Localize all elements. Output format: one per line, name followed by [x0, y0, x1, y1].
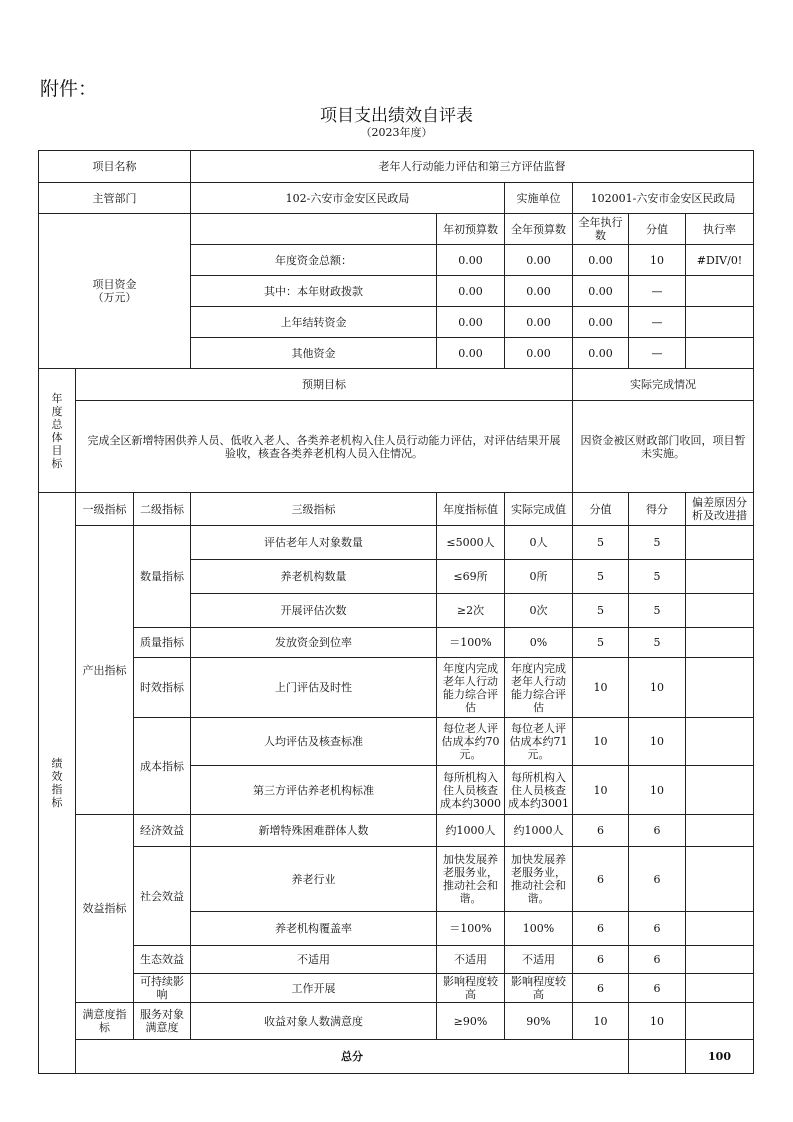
indicator-actual: 年度内完成老年人行动能力综合评估	[505, 658, 573, 718]
indicator-target: ≤5000人	[437, 526, 505, 560]
indicator-target: ≤69所	[437, 560, 505, 594]
indicator-row	[39, 974, 754, 1003]
ind-header-got: 得分	[629, 493, 686, 526]
indicator-score: 10	[573, 658, 629, 718]
impl-label: 实施单位	[505, 183, 573, 214]
indicator-actual: 每所机构入住人员核查成本约3001	[505, 766, 573, 815]
indicator-got: 5	[629, 526, 686, 560]
indicator-name: 收益对象人数满意度	[191, 1003, 437, 1040]
evaluation-table	[38, 150, 754, 1074]
indicator-score: 10	[573, 718, 629, 766]
level2-social: 社会效益	[134, 847, 191, 946]
indicator-actual: 每位老人评估成本约71元。	[505, 718, 573, 766]
funds-row-name: 上年结转资金	[191, 307, 437, 338]
funds-row-annual: 0.00	[505, 307, 573, 338]
level2-cost: 成本指标	[134, 718, 191, 815]
funds-header-initial: 年初预算数	[437, 214, 505, 245]
funds-header-score: 分值	[629, 214, 686, 245]
funds-row-name: 其中：本年财政拨款	[191, 276, 437, 307]
indicator-note	[686, 974, 754, 1003]
indicator-row	[39, 526, 754, 560]
funds-row-score: —	[629, 338, 686, 369]
indicator-score: 6	[573, 912, 629, 946]
level2-ecological: 生态效益	[134, 946, 191, 974]
indicator-actual: 不适用	[505, 946, 573, 974]
indicator-name: 评估老年人对象数量	[191, 526, 437, 560]
funds-row-annual: 0.00	[505, 338, 573, 369]
indicator-row	[39, 815, 754, 847]
indicator-actual: 0人	[505, 526, 573, 560]
indicator-note	[686, 526, 754, 560]
funds-header-executed: 全年执行数	[573, 214, 629, 245]
funds-row-annual: 0.00	[505, 276, 573, 307]
funds-row-rate: #DIV/0!	[686, 245, 754, 276]
funds-row-score: 10	[629, 245, 686, 276]
indicator-actual: 影响程度较高	[505, 974, 573, 1003]
goals-label: 年 度 总 体 目 标	[39, 369, 76, 493]
funds-row-executed: 0.00	[573, 307, 629, 338]
indicator-name: 新增特殊困难群体人数	[191, 815, 437, 847]
indicator-row	[39, 946, 754, 974]
ind-header-target: 年度指标值	[437, 493, 505, 526]
ind-header-level2: 二级指标	[134, 493, 191, 526]
funds-row-executed: 0.00	[573, 276, 629, 307]
indicator-got: 5	[629, 594, 686, 628]
level1-benefit: 效益指标	[76, 815, 134, 1003]
ind-header-deviation: 偏差原因分析及改进措	[686, 493, 754, 526]
indicator-name: 人均评估及核查标准	[191, 718, 437, 766]
indicator-note	[686, 912, 754, 946]
level2-economic: 经济效益	[134, 815, 191, 847]
funds-row-rate	[686, 307, 754, 338]
indicator-row	[39, 1003, 754, 1040]
indicator-target: 年度内完成老年人行动能力综合评估	[437, 658, 505, 718]
indicator-target: 约1000人	[437, 815, 505, 847]
level2-sustainable: 可持续影 响	[134, 974, 191, 1003]
total-blank	[629, 1040, 686, 1074]
impl-value: 102001-六安市金安区民政局	[573, 183, 754, 214]
indicator-note	[686, 1003, 754, 1040]
level2-quality: 质量指标	[134, 628, 191, 658]
indicators-label: 绩 效 指 标	[39, 493, 76, 1074]
indicator-got: 5	[629, 628, 686, 658]
indicator-score: 5	[573, 560, 629, 594]
indicator-name: 上门评估及时性	[191, 658, 437, 718]
indicator-got: 10	[629, 718, 686, 766]
indicator-got: 6	[629, 815, 686, 847]
funds-row-name: 其他资金	[191, 338, 437, 369]
indicator-name: 养老行业	[191, 847, 437, 912]
indicator-got: 10	[629, 658, 686, 718]
indicator-note	[686, 560, 754, 594]
funds-row-rate	[686, 276, 754, 307]
dept-label: 主管部门	[39, 183, 191, 214]
level2-quantity: 数量指标	[134, 526, 191, 628]
funds-label: 项目资金 （万元）	[39, 214, 191, 369]
indicator-got: 6	[629, 912, 686, 946]
indicator-actual: 100%	[505, 912, 573, 946]
year-subtitle: （2023年度）	[360, 126, 433, 139]
indicator-note	[686, 847, 754, 912]
indicator-note	[686, 815, 754, 847]
funds-row-score: —	[629, 307, 686, 338]
indicator-note	[686, 766, 754, 815]
funds-row-name: 年度资金总额：	[191, 245, 437, 276]
indicator-got: 10	[629, 766, 686, 815]
funds-row-initial: 0.00	[437, 276, 505, 307]
funds-header-blank	[191, 214, 437, 245]
indicator-note	[686, 658, 754, 718]
page-title: 项目支出绩效自评表	[320, 106, 473, 126]
indicator-name: 不适用	[191, 946, 437, 974]
funds-header-rate: 执行率	[686, 214, 754, 245]
funds-row-executed: 0.00	[573, 338, 629, 369]
funds-row-annual: 0.00	[505, 245, 573, 276]
total-label: 总分	[76, 1040, 629, 1074]
funds-row-initial: 0.00	[437, 338, 505, 369]
indicator-name: 工作开展	[191, 974, 437, 1003]
indicator-note	[686, 628, 754, 658]
indicator-row	[39, 658, 754, 718]
total-score: 100	[686, 1040, 754, 1074]
indicator-score: 5	[573, 526, 629, 560]
indicator-score: 6	[573, 946, 629, 974]
indicator-score: 6	[573, 847, 629, 912]
indicator-target: 影响程度较高	[437, 974, 505, 1003]
indicator-target: ＝100%	[437, 628, 505, 658]
indicator-row	[39, 718, 754, 766]
indicator-row	[39, 628, 754, 658]
indicator-name: 开展评估次数	[191, 594, 437, 628]
indicator-target: ≥2次	[437, 594, 505, 628]
funds-row-executed: 0.00	[573, 245, 629, 276]
indicator-actual: 加快发展养老服务业，推动社会和谐。	[505, 847, 573, 912]
indicator-name: 养老机构数量	[191, 560, 437, 594]
expected-goal-header: 预期目标	[76, 369, 573, 401]
indicator-score: 5	[573, 628, 629, 658]
indicator-got: 6	[629, 847, 686, 912]
indicator-target: 不适用	[437, 946, 505, 974]
actual-result-text: 因资金被区财政部门收回，项目暂未实施。	[573, 401, 754, 493]
project-name: 老年人行动能力评估和第三方评估监督	[191, 151, 754, 183]
expected-goal-text: 完成全区新增特困供养人员、低收入老人、各类养老机构入住人员行动能力评估，对评估结果开展验收，核查各类养老机构人员入住情况。	[76, 401, 573, 493]
indicator-name: 第三方评估养老机构标准	[191, 766, 437, 815]
indicator-row	[39, 847, 754, 912]
indicator-name: 发放资金到位率	[191, 628, 437, 658]
attachment-label: 附件：	[40, 78, 98, 100]
funds-row-initial: 0.00	[437, 307, 505, 338]
project-name-label: 项目名称	[39, 151, 191, 183]
indicator-target: 每所机构入住人员核查成本约3000	[437, 766, 505, 815]
ind-header-level3: 三级指标	[191, 493, 437, 526]
funds-header-annual: 全年预算数	[505, 214, 573, 245]
ind-header-actual: 实际完成值	[505, 493, 573, 526]
funds-row-initial: 0.00	[437, 245, 505, 276]
indicator-got: 5	[629, 560, 686, 594]
funds-row-rate	[686, 338, 754, 369]
funds-row-score: —	[629, 276, 686, 307]
ind-header-level1: 一级指标	[76, 493, 134, 526]
level2-service: 服务对象 满意度	[134, 1003, 191, 1040]
indicator-actual: 约1000人	[505, 815, 573, 847]
ind-header-score: 分值	[573, 493, 629, 526]
indicator-target: 每位老人评估成本约70元。	[437, 718, 505, 766]
indicator-target: ＝100%	[437, 912, 505, 946]
indicator-name: 养老机构覆盖率	[191, 912, 437, 946]
level2-timeliness: 时效指标	[134, 658, 191, 718]
indicator-score: 5	[573, 594, 629, 628]
actual-result-header: 实际完成情况	[573, 369, 754, 401]
indicator-score: 6	[573, 815, 629, 847]
indicator-note	[686, 946, 754, 974]
indicator-actual: 0次	[505, 594, 573, 628]
indicator-score: 10	[573, 766, 629, 815]
indicator-note	[686, 594, 754, 628]
indicator-got: 10	[629, 1003, 686, 1040]
indicator-score: 10	[573, 1003, 629, 1040]
indicator-target: ≥90%	[437, 1003, 505, 1040]
indicator-actual: 90%	[505, 1003, 573, 1040]
indicator-actual: 0所	[505, 560, 573, 594]
level1-satisfaction: 满意度指 标	[76, 1003, 134, 1040]
indicator-got: 6	[629, 946, 686, 974]
indicator-got: 6	[629, 974, 686, 1003]
indicator-note	[686, 718, 754, 766]
indicator-target: 加快发展养老服务业，推动社会和谐。	[437, 847, 505, 912]
dept-value: 102-六安市金安区民政局	[191, 183, 505, 214]
level1-output: 产出指标	[76, 526, 134, 815]
indicator-actual: 0%	[505, 628, 573, 658]
indicator-score: 6	[573, 974, 629, 1003]
